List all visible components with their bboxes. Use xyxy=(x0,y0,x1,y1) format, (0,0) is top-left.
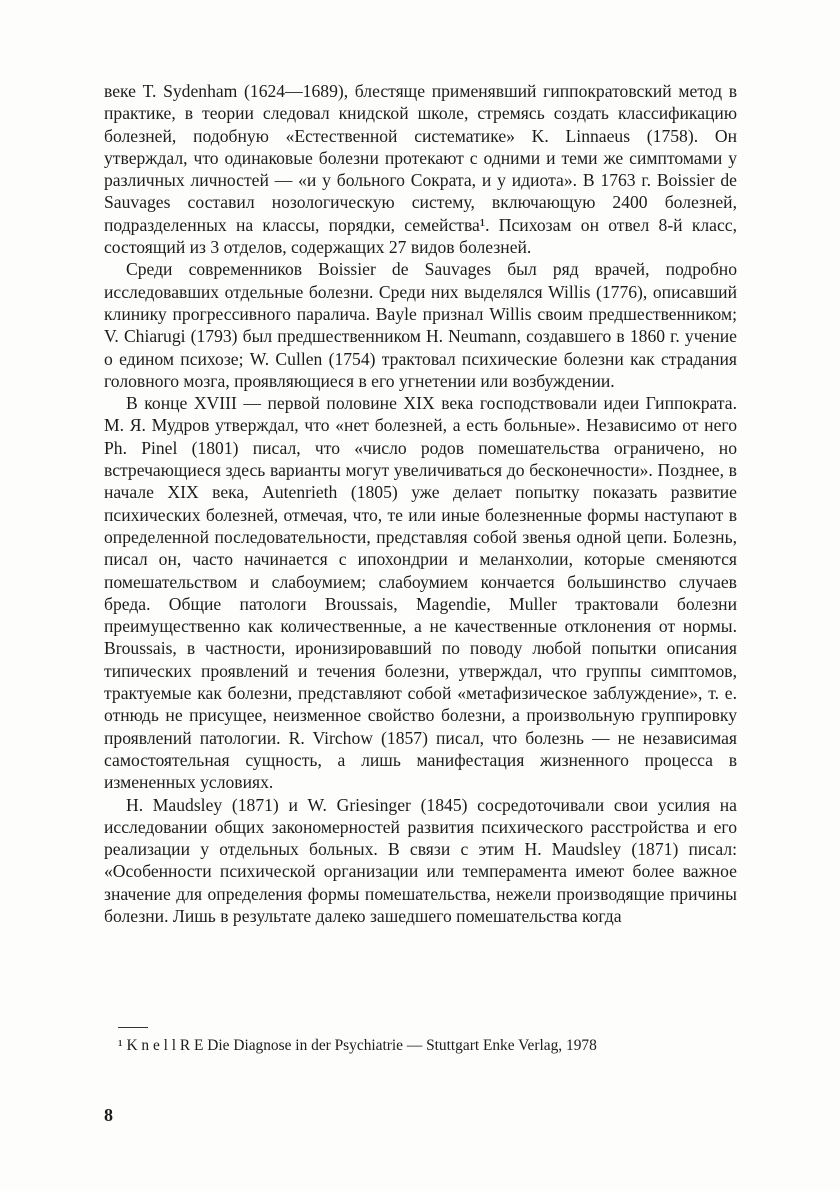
footnote-divider xyxy=(118,1027,148,1028)
paragraph-4: H. Maudsley (1871) и W. Griesinger (1845) сосредоточивали свои усилия на исследовании общих закономерностей развития психического расстройства и его реализации у отдельных больных. В связи с этим H. Maudsley (1871) писал: «Особенности психической организации или темперамента имеют более важное значение для определения формы помешательства, нежели производящие причины болезни. Лишь в результате далеко зашедшего помешательства когда xyxy=(104,794,737,926)
paragraph-2: Среди современников Boissier de Sauvages был ряд врачей, подробно исследовавших отдельные болезни. Среди них выделялся Willis (1776), описавший клинику прогрессивного паралича. Bayle признал Willis своим предшественником; V. Chiarugi (1793) был предшественником H. Neumann, создавшего в 1860 г. учение о едином психозе; W. Cullen (1754) трактовал психические болезни как страдания головного мозга, проявляющиеся в его угнетении или возбуждении. xyxy=(104,259,737,391)
paragraph-1: веке T. Sydenham (1624—1689), блестяще применявший гиппократовский метод в практике, в теории следовал книдской школе, стремясь создать классификацию болезней, подобную «Естественной систематике» K. Linnaeus (1758). Он утверждал, что одинаковые болезни протекают с одними и теми же симптомами у различных личностей — «и у больного Сократа, и у идиота». В 1763 г. Boissier de Sauvages составил нозологическую систему, включающую 2400 болезней, подразделенных на классы, порядки, семейства¹. Психозам он отвел 8-й класс, состоящий из 3 отделов, содержащих 27 видов болезней. xyxy=(104,81,737,258)
footnote: ¹ K n e l l R E Die Diagnose in der Psychiatrie — Stuttgart Enke Verlag, 1978 xyxy=(118,1037,597,1054)
body-text xyxy=(104,80,737,927)
page-number: 8 xyxy=(104,1105,113,1125)
paragraph-3: В конце XVIII — первой половине XIX века господствовали идеи Гиппократа. М. Я. Мудров утверждал, что «нет болезней, а есть больные». Независимо от него Ph. Pinel (1801) писал, что «число родов помешательства ограничено, но встречающиеся здесь варианты могут увеличиваться до бесконечности». Позднее, в начале XIX века, Autenrieth (1805) уже делает попытку показать развитие психических болезней, отмечая, что, те или иные болезненные формы наступают в определенной последовательности, представляя собой звенья одной цепи. Болезнь, писал он, часто начинается с ипохондрии и меланхолии, которые сменяются помешательством и слабоумием; слабоумием кончается большинство случаев бреда. Общие патологи Broussais, Magendie, Muller трактовали болезни преимущественно как количественные, а не качественные отклонения от нормы. Broussais, в частности, иронизировавший по поводу любой попытки описания типических проявлений и течения болезни, утверждал, что группы симптомов, трактуемые как болезни, представляют собой «метафизическое заблуждение», т. е. отнюдь не присущее, неизменное свойство болезни, а произвольную группировку проявлений патологии. R. Virchow (1857) писал, что болезнь — не независимая самостоятельная сущность, а лишь манифестация жизненного процесса в измененных условиях. xyxy=(104,393,737,793)
